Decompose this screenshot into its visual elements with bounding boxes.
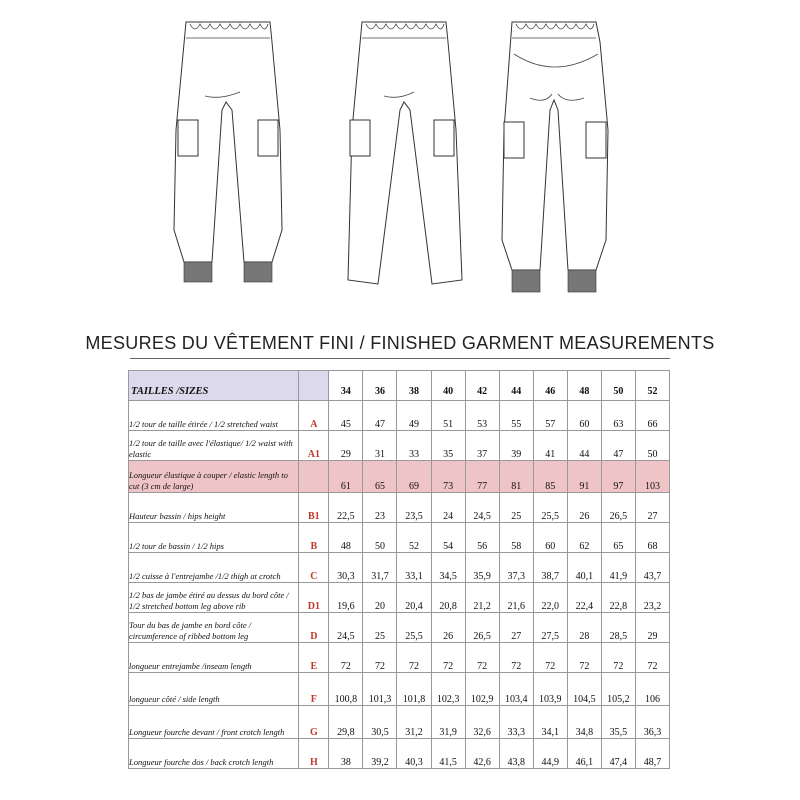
value-cell: 28,5 bbox=[601, 613, 635, 643]
value-cell: 102,3 bbox=[431, 673, 465, 706]
row-label: longueur entrejambe /inseam length bbox=[129, 643, 299, 673]
value-cell: 38 bbox=[329, 739, 363, 769]
size-header-34: 34 bbox=[329, 371, 363, 401]
value-cell: 54 bbox=[431, 523, 465, 553]
size-header-44: 44 bbox=[499, 371, 533, 401]
size-header-38: 38 bbox=[397, 371, 431, 401]
size-header-36: 36 bbox=[363, 371, 397, 401]
value-cell: 103 bbox=[635, 461, 669, 493]
value-cell: 58 bbox=[499, 523, 533, 553]
value-cell: 25,5 bbox=[533, 493, 567, 523]
value-cell: 29,8 bbox=[329, 706, 363, 739]
table-row bbox=[129, 493, 670, 523]
size-header-row bbox=[129, 371, 670, 401]
value-cell: 40,1 bbox=[567, 553, 601, 583]
value-cell: 33 bbox=[397, 431, 431, 461]
row-letter: D bbox=[299, 613, 329, 643]
value-cell: 72 bbox=[635, 643, 669, 673]
row-letter: E bbox=[299, 643, 329, 673]
value-cell: 68 bbox=[635, 523, 669, 553]
value-cell: 44,9 bbox=[533, 739, 567, 769]
row-label: 1/2 tour de bassin / 1/2 hips bbox=[129, 523, 299, 553]
value-cell: 29 bbox=[635, 613, 669, 643]
value-cell: 46,1 bbox=[567, 739, 601, 769]
value-cell: 31,9 bbox=[431, 706, 465, 739]
value-cell: 37,3 bbox=[499, 553, 533, 583]
value-cell: 37 bbox=[465, 431, 499, 461]
value-cell: 35,9 bbox=[465, 553, 499, 583]
value-cell: 22,5 bbox=[329, 493, 363, 523]
value-cell: 35,5 bbox=[601, 706, 635, 739]
value-cell: 23,2 bbox=[635, 583, 669, 613]
value-cell: 105,2 bbox=[601, 673, 635, 706]
value-cell: 33,1 bbox=[397, 553, 431, 583]
size-header-52: 52 bbox=[635, 371, 669, 401]
value-cell: 20,8 bbox=[431, 583, 465, 613]
row-label: 1/2 tour de taille avec l'élastique/ 1/2 waist with elastic bbox=[129, 431, 299, 461]
title-underline bbox=[130, 358, 670, 359]
table-row bbox=[129, 401, 670, 431]
table-row bbox=[129, 643, 670, 673]
value-cell: 27,5 bbox=[533, 613, 567, 643]
value-cell: 72 bbox=[601, 643, 635, 673]
value-cell: 72 bbox=[533, 643, 567, 673]
value-cell: 72 bbox=[397, 643, 431, 673]
value-cell: 60 bbox=[533, 523, 567, 553]
pants-back-cuffed-drawing bbox=[502, 22, 608, 292]
value-cell: 42,6 bbox=[465, 739, 499, 769]
row-label: Tour du bas de jambe en bord côte / circumference of ribbed bottom leg bbox=[129, 613, 299, 643]
value-cell: 72 bbox=[431, 643, 465, 673]
table-row bbox=[129, 706, 670, 739]
value-cell: 33,3 bbox=[499, 706, 533, 739]
value-cell: 66 bbox=[635, 401, 669, 431]
sizes-header-label: TAILLES /SIZES bbox=[129, 371, 299, 401]
value-cell: 34,1 bbox=[533, 706, 567, 739]
size-header-42: 42 bbox=[465, 371, 499, 401]
value-cell: 22,8 bbox=[601, 583, 635, 613]
row-letter: D1 bbox=[299, 583, 329, 613]
value-cell: 106 bbox=[635, 673, 669, 706]
value-cell: 19,6 bbox=[329, 583, 363, 613]
value-cell: 69 bbox=[397, 461, 431, 493]
value-cell: 47 bbox=[601, 431, 635, 461]
value-cell: 41,9 bbox=[601, 553, 635, 583]
value-cell: 61 bbox=[329, 461, 363, 493]
value-cell: 72 bbox=[499, 643, 533, 673]
row-letter: F bbox=[299, 673, 329, 706]
value-cell: 104,5 bbox=[567, 673, 601, 706]
value-cell: 91 bbox=[567, 461, 601, 493]
value-cell: 85 bbox=[533, 461, 567, 493]
value-cell: 63 bbox=[601, 401, 635, 431]
value-cell: 44 bbox=[567, 431, 601, 461]
row-letter: G bbox=[299, 706, 329, 739]
value-cell: 34,5 bbox=[431, 553, 465, 583]
value-cell: 20,4 bbox=[397, 583, 431, 613]
table-row bbox=[129, 583, 670, 613]
value-cell: 24,5 bbox=[329, 613, 363, 643]
value-cell: 41 bbox=[533, 431, 567, 461]
value-cell: 72 bbox=[465, 643, 499, 673]
value-cell: 26 bbox=[431, 613, 465, 643]
row-letter: B1 bbox=[299, 493, 329, 523]
value-cell: 22,0 bbox=[533, 583, 567, 613]
value-cell: 47,4 bbox=[601, 739, 635, 769]
value-cell: 43,7 bbox=[635, 553, 669, 583]
value-cell: 34,8 bbox=[567, 706, 601, 739]
value-cell: 30,5 bbox=[363, 706, 397, 739]
row-label: Longueur élastique à couper / elastic length to cut (3 cm de large) bbox=[129, 461, 299, 493]
size-header-46: 46 bbox=[533, 371, 567, 401]
value-cell: 36,3 bbox=[635, 706, 669, 739]
value-cell: 77 bbox=[465, 461, 499, 493]
row-letter: A bbox=[299, 401, 329, 431]
value-cell: 28 bbox=[567, 613, 601, 643]
value-cell: 60 bbox=[567, 401, 601, 431]
value-cell: 55 bbox=[499, 401, 533, 431]
row-letter: B bbox=[299, 523, 329, 553]
table-row bbox=[129, 461, 670, 493]
value-cell: 25 bbox=[363, 613, 397, 643]
value-cell: 27 bbox=[499, 613, 533, 643]
row-label: Longueur fourche dos / back crotch length bbox=[129, 739, 299, 769]
value-cell: 39,2 bbox=[363, 739, 397, 769]
value-cell: 21,6 bbox=[499, 583, 533, 613]
value-cell: 22,4 bbox=[567, 583, 601, 613]
value-cell: 48,7 bbox=[635, 739, 669, 769]
row-letter: A1 bbox=[299, 431, 329, 461]
value-cell: 32,6 bbox=[465, 706, 499, 739]
value-cell: 24 bbox=[431, 493, 465, 523]
value-cell: 57 bbox=[533, 401, 567, 431]
value-cell: 101,3 bbox=[363, 673, 397, 706]
value-cell: 27 bbox=[635, 493, 669, 523]
size-header-40: 40 bbox=[431, 371, 465, 401]
value-cell: 103,4 bbox=[499, 673, 533, 706]
value-cell: 35 bbox=[431, 431, 465, 461]
value-cell: 65 bbox=[601, 523, 635, 553]
row-label: 1/2 tour de taille étirée / 1/2 stretched waist bbox=[129, 401, 299, 431]
value-cell: 49 bbox=[397, 401, 431, 431]
table-row bbox=[129, 673, 670, 706]
value-cell: 101,8 bbox=[397, 673, 431, 706]
size-header-48: 48 bbox=[567, 371, 601, 401]
value-cell: 72 bbox=[567, 643, 601, 673]
value-cell: 102,9 bbox=[465, 673, 499, 706]
pants-front-cuffed-drawing bbox=[174, 22, 282, 282]
value-cell: 50 bbox=[635, 431, 669, 461]
value-cell: 23,5 bbox=[397, 493, 431, 523]
pants-illustrations bbox=[0, 0, 800, 318]
pants-front-straight-drawing bbox=[348, 22, 462, 284]
value-cell: 26,5 bbox=[601, 493, 635, 523]
value-cell: 81 bbox=[499, 461, 533, 493]
value-cell: 43,8 bbox=[499, 739, 533, 769]
value-cell: 100,8 bbox=[329, 673, 363, 706]
value-cell: 23 bbox=[363, 493, 397, 523]
row-letter: C bbox=[299, 553, 329, 583]
value-cell: 65 bbox=[363, 461, 397, 493]
table-row bbox=[129, 431, 670, 461]
value-cell: 21,2 bbox=[465, 583, 499, 613]
value-cell: 25 bbox=[499, 493, 533, 523]
value-cell: 24,5 bbox=[465, 493, 499, 523]
value-cell: 29 bbox=[329, 431, 363, 461]
page-title: MESURES DU VÊTEMENT FINI / FINISHED GARMENT MEASUREMENTS bbox=[85, 333, 715, 353]
value-cell: 62 bbox=[567, 523, 601, 553]
value-cell: 30,3 bbox=[329, 553, 363, 583]
value-cell: 31,7 bbox=[363, 553, 397, 583]
value-cell: 31 bbox=[363, 431, 397, 461]
table-row bbox=[129, 613, 670, 643]
value-cell: 51 bbox=[431, 401, 465, 431]
value-cell: 52 bbox=[397, 523, 431, 553]
value-cell: 25,5 bbox=[397, 613, 431, 643]
value-cell: 38,7 bbox=[533, 553, 567, 583]
value-cell: 20 bbox=[363, 583, 397, 613]
row-label: 1/2 bas de jambe étiré au dessus du bord côte / 1/2 stretched bottom leg above rib bbox=[129, 583, 299, 613]
value-cell: 56 bbox=[465, 523, 499, 553]
row-label: longueur côté / side length bbox=[129, 673, 299, 706]
value-cell: 39 bbox=[499, 431, 533, 461]
value-cell: 72 bbox=[363, 643, 397, 673]
value-cell: 41,5 bbox=[431, 739, 465, 769]
size-table bbox=[128, 370, 670, 769]
size-header-50: 50 bbox=[601, 371, 635, 401]
value-cell: 40,3 bbox=[397, 739, 431, 769]
table-row bbox=[129, 553, 670, 583]
value-cell: 97 bbox=[601, 461, 635, 493]
value-cell: 26,5 bbox=[465, 613, 499, 643]
row-label: 1/2 cuisse à l'entrejambe /1/2 thigh at crotch bbox=[129, 553, 299, 583]
value-cell: 50 bbox=[363, 523, 397, 553]
row-label: Longueur fourche devant / front crotch length bbox=[129, 706, 299, 739]
value-cell: 47 bbox=[363, 401, 397, 431]
value-cell: 45 bbox=[329, 401, 363, 431]
row-label: Hauteur bassin / hips height bbox=[129, 493, 299, 523]
table-row bbox=[129, 739, 670, 769]
value-cell: 26 bbox=[567, 493, 601, 523]
letter-header-cell bbox=[299, 371, 329, 401]
value-cell: 53 bbox=[465, 401, 499, 431]
table-row bbox=[129, 523, 670, 553]
value-cell: 72 bbox=[329, 643, 363, 673]
value-cell: 31,2 bbox=[397, 706, 431, 739]
row-letter: H bbox=[299, 739, 329, 769]
row-letter bbox=[299, 461, 329, 493]
value-cell: 103,9 bbox=[533, 673, 567, 706]
value-cell: 48 bbox=[329, 523, 363, 553]
value-cell: 73 bbox=[431, 461, 465, 493]
